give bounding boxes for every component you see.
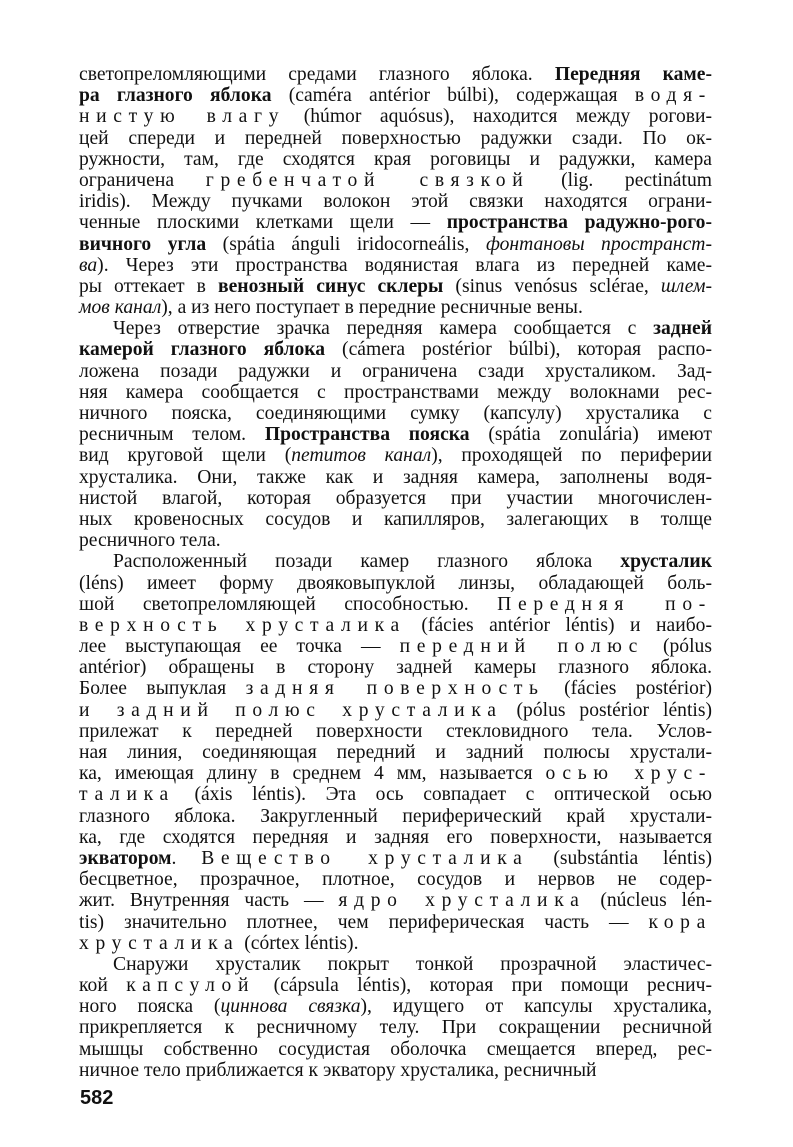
text-line [79, 64, 712, 85]
text-line [79, 806, 712, 827]
spaced-term: нистую влагу [79, 106, 286, 128]
text-run: ка, где сходятся передняя и задняя его поверхности, называется [79, 826, 712, 848]
text-line [79, 509, 712, 530]
spaced-term: передний полюс [399, 636, 644, 658]
text-run: ресничного тела. [79, 530, 221, 552]
italic-term: шлем- [660, 275, 712, 297]
spaced-term: Передняя по- [497, 593, 712, 615]
text-line [79, 234, 712, 255]
text-line [79, 339, 712, 360]
text-line [79, 212, 712, 233]
italic-term: петитов канал [291, 445, 432, 467]
italic-term: мов канал [79, 297, 162, 319]
text-run: мышцы собственно сосудистая оболочка смещается вперед, рес- [79, 1038, 712, 1060]
text-line [79, 170, 712, 191]
bold-term: пространства радужно-рого- [446, 212, 713, 234]
text-run: Более выпуклая [79, 678, 246, 700]
text-run: (núcleus lén- [585, 890, 713, 912]
spaced-term: талика [79, 784, 175, 806]
spaced-term: ядро хрусталика [338, 890, 586, 912]
text-line [79, 721, 712, 742]
spaced-term: задняя поверхность [245, 678, 545, 700]
text-line [79, 742, 712, 763]
text-run: . [171, 847, 202, 869]
text-run: ), а из него поступает в передние ресничные вены. [161, 297, 583, 319]
bold-term: Передняя каме- [554, 64, 712, 85]
text-run: жит. Внутренняя часть — [79, 890, 339, 912]
text-line [79, 933, 712, 954]
text-line [79, 191, 712, 212]
text-line [79, 1039, 712, 1060]
text-run: (cámera postérior búlbi), которая распо- [325, 339, 712, 361]
text-run: (fácies postérior) [544, 678, 712, 700]
text-run: Снаружи хрусталик покрыт тонкой прозрачной эластичес- [113, 953, 712, 975]
text-run: ограничена [79, 169, 206, 191]
spaced-term: гребенчатой связкой [205, 169, 530, 191]
text-line [79, 106, 712, 127]
spaced-term: водя- [634, 85, 712, 107]
text-run: (lig. pectinátum [529, 169, 712, 191]
bold-term: вичного угла [79, 233, 207, 255]
text-line [79, 975, 712, 996]
text-run: ная линия, соединяющая передний и задний полюсы хрустали- [79, 742, 712, 763]
text-run: ), идущего от капсулы хрусталика, [360, 996, 712, 1018]
text-line [79, 403, 712, 424]
text-run: (pólus [643, 636, 712, 658]
paragraph [79, 954, 712, 1081]
bold-term: венозный синус склеры [218, 275, 444, 297]
paragraph [79, 64, 712, 318]
text-line [79, 996, 712, 1017]
text-line [79, 467, 712, 488]
text-line [79, 636, 712, 657]
text-run: (áxis léntis). Эта ось совпадает с оптической осью [174, 784, 712, 806]
text-line [79, 276, 712, 297]
text-run: вид круговой щели ( [79, 445, 292, 467]
text-run: ничное тело приближается к экватору хрусталика, ресничный [79, 1059, 597, 1081]
text-line [79, 361, 712, 382]
text-run: шой светопреломляющей способностью. [79, 593, 498, 615]
text-run: iridis). Между пучками волокон этой связки находятся ограни- [79, 191, 712, 213]
text-run: нистой влагой, которая образуется при участии многочислен- [79, 487, 712, 509]
spaced-term: осью хрус- [545, 763, 713, 785]
text-line [79, 594, 712, 615]
text-line [79, 128, 712, 149]
text-run: цей спереди и передней поверхностью радужки сзади. По ок- [79, 127, 712, 149]
text-line [79, 700, 712, 721]
italic-term: ва [79, 254, 98, 276]
text-run: tis) значительно плотнее, чем периферическая часть — [79, 911, 649, 933]
text-run: светопреломляющими средами глазного яблока. [79, 64, 555, 85]
italic-term: фонтановы пространст- [485, 233, 712, 255]
text-run: кой [79, 975, 127, 997]
text-line [79, 1060, 712, 1081]
text-run: (fácies antérior léntis) и наибо- [405, 614, 712, 636]
text-line [79, 149, 712, 170]
text-run: (spátia ánguli iridocorneális, [206, 233, 486, 255]
text-line [79, 763, 712, 784]
text-run: ных кровеносных сосудов и капилляров, залегающих в толще [79, 508, 712, 530]
text-run: (léns) имеет форму двояковыпуклой линзы, обладающей боль- [79, 572, 712, 594]
text-line [79, 573, 712, 594]
text-line [79, 678, 712, 699]
text-line [79, 912, 712, 933]
text-run: бесцветное, прозрачное, плотное, сосудов и нервов не содер- [79, 869, 712, 891]
text-run: (spátia zonulária) имеют [469, 424, 712, 446]
text-line [79, 1017, 712, 1038]
spaced-term: хрусталика [79, 932, 240, 954]
spaced-term: Вещество хрусталика [201, 847, 529, 869]
text-run: (córtex léntis). [239, 932, 359, 954]
text-line [79, 615, 712, 636]
spaced-term: капсулой [126, 975, 256, 997]
spaced-term: кора [648, 911, 712, 933]
spaced-term: верхность хрусталика [79, 614, 406, 636]
text-run: ного пояска ( [79, 996, 221, 1018]
text-run: (caméra antérior búlbi), содержащая [271, 85, 635, 107]
text-line [79, 85, 712, 106]
text-run: (sinus venósus sclérae, [443, 275, 661, 297]
paragraph [79, 551, 712, 954]
text-line [79, 848, 712, 869]
text-run: ). Через эти пространства водянистая влага из передней каме- [97, 254, 712, 276]
text-line [79, 318, 712, 339]
text-line [79, 424, 712, 445]
spaced-term: и задний полюс хрусталика [79, 699, 503, 721]
text-run: хрусталика. Они, также как и задняя камера, заполнены водя- [79, 466, 712, 488]
text-line [79, 890, 712, 911]
text-run: (pólus postérior léntis) [502, 699, 712, 721]
text-run: глазного яблока. Закругленный периферический край хрустали- [79, 805, 712, 827]
text-run: (húmor aquósus), находится между рогови- [285, 106, 712, 128]
bold-term: камерой глазного яблока [79, 339, 326, 361]
text-line [79, 488, 712, 509]
text-run: ры оттекает в [79, 275, 219, 297]
text-line [79, 827, 712, 848]
text-line [79, 657, 712, 678]
italic-term: циннова связка [220, 996, 361, 1018]
bold-term: ра глазного яблока [79, 85, 272, 107]
text-run: ченные плоскими клетками щели — [79, 212, 447, 234]
text-line [79, 551, 712, 572]
paragraph [79, 318, 712, 551]
text-run: antérior) обращены в сторону задней камеры глазного яблока. [79, 657, 712, 679]
text-run: ресничным телом. [79, 424, 265, 446]
text-run: Через отверстие зрачка передняя камера сообщается с [113, 318, 654, 340]
bold-term: Пространства пояска [264, 424, 470, 446]
text-line [79, 784, 712, 805]
text-run: ложена позади радужки и ограничена сзади хрусталиком. Зад- [79, 360, 712, 382]
text-line [79, 954, 712, 975]
text-line [79, 445, 712, 466]
bold-term: экватором [79, 847, 172, 869]
text-line [79, 869, 712, 890]
text-line [79, 530, 712, 551]
text-run: ружности, там, где сходятся края роговицы и радужки, камера [79, 148, 712, 170]
body-text [79, 64, 712, 1081]
text-run: лее выступающая ее точка — [79, 636, 400, 658]
text-run: прилежат к передней поверхности стекловидного тела. Услов- [79, 720, 712, 742]
text-run: Расположенный позади камер глазного яблока [113, 551, 621, 573]
page-number: 582 [80, 1087, 114, 1109]
text-line [79, 297, 712, 318]
text-run: прикрепляется к ресничному телу. При сокращении ресничной [79, 1017, 712, 1039]
text-run: (cápsula léntis), которая при помощи реснич- [255, 975, 712, 997]
text-run: ), проходящей по периферии [431, 445, 712, 467]
bold-term: задней [653, 318, 712, 340]
text-line [79, 382, 712, 403]
text-run: ничного пояска, соединяющими сумку (капсулу) хрусталика с [79, 403, 712, 424]
text-line [79, 255, 712, 276]
text-run: (substántia léntis) [528, 847, 712, 869]
bold-term: хрусталик [620, 551, 712, 573]
text-run: няя камера сообщается с пространствами между волокнами рес- [79, 381, 712, 403]
text-run: ка, имеющая длину в среднем 4 мм, называется [79, 763, 546, 785]
